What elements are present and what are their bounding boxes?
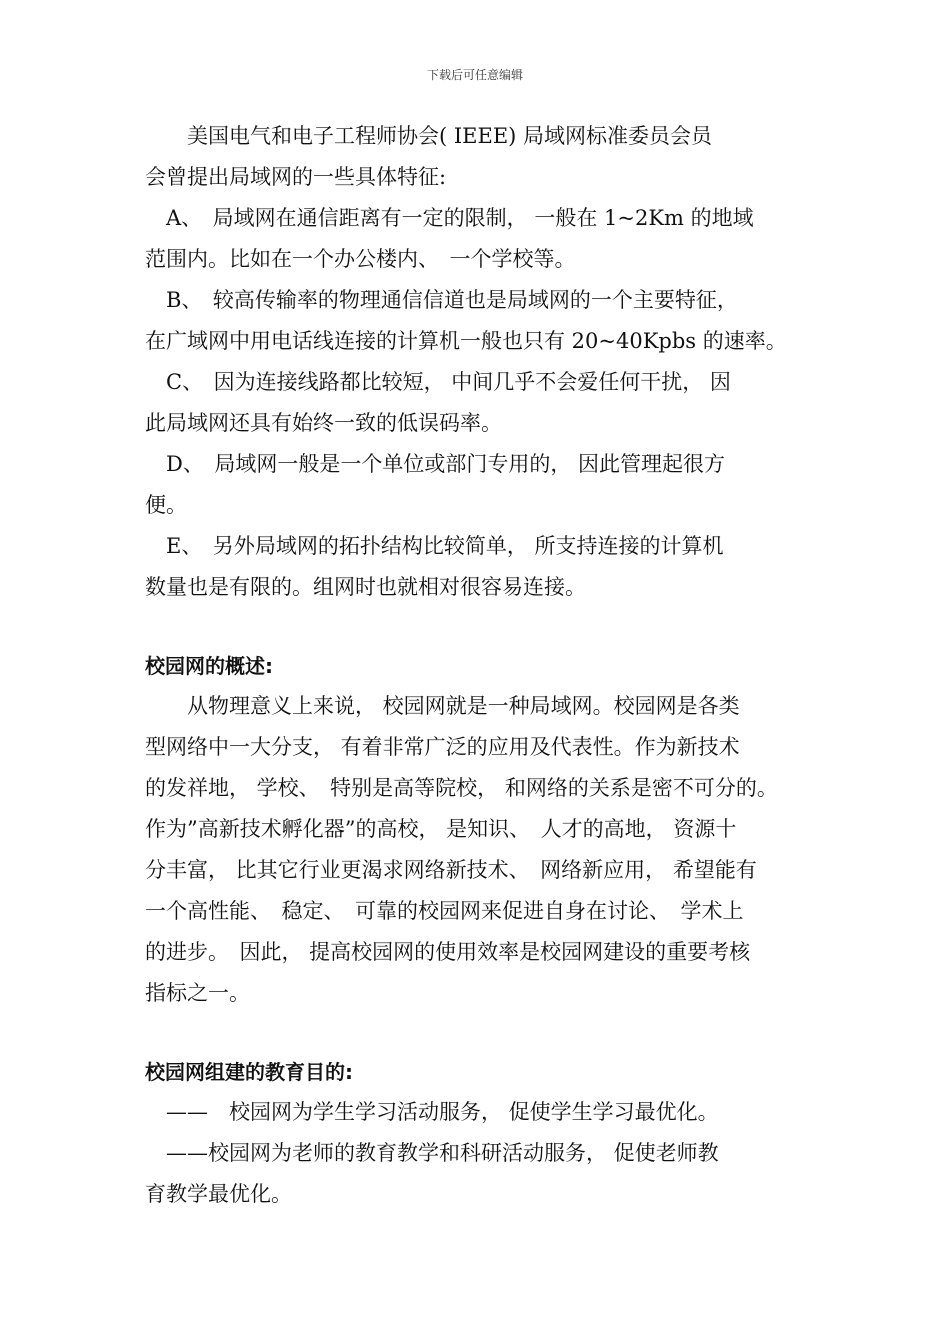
paragraph-line: 型网络中一大分支， 有着非常广泛的应用及代表性。作为新技术 (145, 735, 740, 759)
paragraph-line: D、 局域网一般是一个单位或部门专用的， 因此管理起很方 (145, 452, 726, 476)
paragraph-line: 此局域网还具有始终一致的低误码率。 (145, 411, 502, 435)
paragraph-line: 分丰富， 比其它行业更渴求网络新技术、 网络新应用， 希望能有 (145, 858, 757, 882)
section-heading: 校园网的概述: (145, 654, 273, 678)
paragraph-line: 会曾提出局域网的一些具体特征: (145, 165, 447, 189)
paragraph-line: 便。 (145, 493, 187, 517)
paragraph-line: 范围内。比如在一个办公楼内、 一个学校等。 (145, 247, 576, 271)
paragraph-line: —— 校园网为学生学习活动服务， 促使学生学习最优化。 (145, 1100, 719, 1124)
paragraph-line: 美国电气和电子工程师协会( IEEE) 局域网标准委员会员 (145, 124, 713, 148)
paragraph-line: 的发祥地， 学校、 特别是高等院校， 和网络的关系是密不可分的。 (145, 776, 778, 800)
paragraph-line: 数量也是有限的。组网时也就相对很容易连接。 (145, 575, 586, 599)
paragraph-line: A、 局域网在通信距离有一定的限制， 一般在 1~2Km 的地域 (145, 206, 754, 230)
paragraph-line: 在广域网中用电话线连接的计算机一般也只有 20~40Kpbs 的速率。 (145, 329, 787, 353)
paragraph-line: 的进步。 因此， 提高校园网的使用效率是校园网建设的重要考核 (145, 940, 751, 964)
paragraph-line: ——校园网为老师的教育教学和科研活动服务， 促使老师教 (145, 1141, 719, 1165)
paragraph-line: 作为”高新技术孵化器”的高校， 是知识、 人才的高地， 资源十 (145, 817, 737, 841)
header-note: 下载后可任意编辑 (426, 68, 523, 82)
paragraph-line: B、 较高传输率的物理通信信道也是局域网的一个主要特征， (145, 288, 738, 312)
paragraph-line: 从物理意义上来说， 校园网就是一种局域网。校园网是各类 (145, 694, 740, 718)
paragraph-line: 指标之一。 (145, 981, 250, 1005)
paragraph-line: E、 另外局域网的拓扑结构比较简单， 所支持连接的计算机 (145, 534, 724, 558)
section-heading: 校园网组建的教育目的: (145, 1060, 353, 1084)
paragraph-line: 育教学最优化。 (145, 1182, 292, 1206)
paragraph-line: C、 因为连接线路都比较短， 中间几乎不会爱任何干扰， 因 (145, 370, 731, 394)
paragraph-line: 一个高性能、 稳定、 可靠的校园网来促进自身在讨论、 学术上 (145, 899, 744, 923)
